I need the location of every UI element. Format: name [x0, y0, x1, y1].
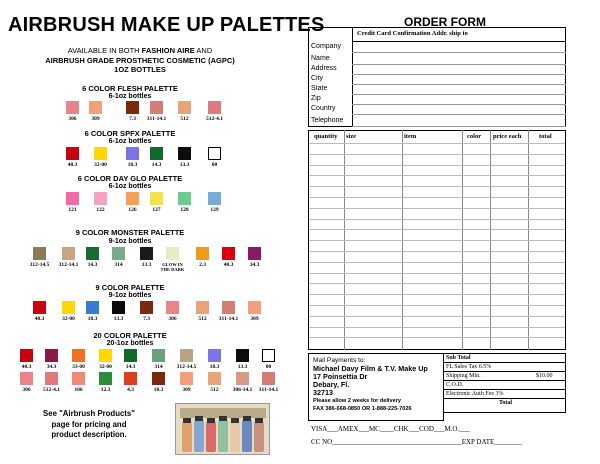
order-form-title: ORDER FORM: [404, 15, 486, 29]
color-swatch: [94, 192, 107, 205]
color-swatch: [178, 147, 191, 160]
swatch-label: 34.3: [249, 262, 260, 268]
subtotal-row[interactable]: [444, 354, 565, 363]
swatch-label: 00: [211, 162, 218, 168]
swatch-label: 312-14.1: [58, 262, 79, 268]
swatch-label: 40.3: [21, 364, 32, 370]
page-title: AIRBRUSH MAKE UP PALETTES: [8, 14, 325, 36]
table-row[interactable]: [309, 186, 565, 187]
color-swatch: [262, 372, 275, 385]
color-swatch: [248, 301, 261, 314]
table-row[interactable]: [309, 197, 565, 198]
swatch-label: 40.3: [67, 162, 78, 168]
swatch-label: 126: [128, 207, 137, 213]
table-row[interactable]: [309, 175, 565, 176]
swatch-label: 13.3: [141, 262, 152, 268]
palette-bottles: 20-1oz bottles: [106, 340, 154, 347]
swatch-label: 2.3: [199, 262, 206, 268]
palette-title: 6 COLOR DAY GLO PALETTE: [77, 174, 183, 183]
field-label-state: State: [311, 85, 328, 92]
color-swatch: [248, 247, 261, 260]
column-header: size: [346, 133, 357, 140]
bottles-image: [176, 404, 270, 455]
field-label-company: Company: [311, 43, 341, 50]
table-row[interactable]: [309, 251, 565, 252]
swatch-label: 314: [154, 364, 163, 370]
total-label: Total: [498, 400, 513, 406]
swatch-label: 122: [96, 207, 105, 213]
table-row[interactable]: [309, 305, 565, 306]
swatch-label: 512: [180, 116, 189, 122]
see-note-line3: product description.: [51, 430, 127, 439]
availability-note: [20, 46, 260, 75]
swatch-label: 33-00: [72, 364, 85, 370]
shipping-row[interactable]: [444, 372, 565, 381]
subtotal-label: Sub Total: [446, 355, 471, 361]
color-swatch: [152, 372, 165, 385]
color-swatch: [45, 349, 58, 362]
avail-line1-post: AND: [194, 46, 213, 55]
color-swatch: [33, 247, 46, 260]
address-box: [308, 27, 566, 127]
swatch-label: 12.3: [100, 387, 111, 393]
swatch-label: 18.3: [127, 162, 138, 168]
field-input-state[interactable]: [352, 94, 566, 95]
swatch-label: 311-14.1: [258, 387, 279, 393]
table-row[interactable]: [309, 143, 565, 144]
swatch-label: 13.3: [237, 364, 248, 370]
color-swatch: [150, 147, 163, 160]
palette-title: 9 COLOR PALETTE: [95, 283, 165, 292]
color-swatch: [208, 192, 221, 205]
swatch-label: 314: [114, 262, 123, 268]
totals-box: [443, 353, 566, 413]
palette-title: 6 COLOR FLESH PALETTE: [82, 84, 178, 93]
swatch-label: 34.3: [46, 364, 57, 370]
shipping-amount: $10.00: [536, 373, 553, 379]
color-swatch: [196, 301, 209, 314]
table-row[interactable]: [309, 229, 565, 230]
field-label-address: Address: [311, 65, 337, 72]
color-swatch: [222, 247, 235, 260]
swatch-label: 18.3: [209, 364, 220, 370]
swatch-label: 311-14.1: [146, 116, 167, 122]
swatch-label: 306-14.1: [232, 387, 253, 393]
avail-line3: 1OZ BOTTLES: [114, 65, 166, 74]
table-row[interactable]: [309, 208, 565, 209]
table-row[interactable]: [309, 327, 565, 328]
see-note-line2: page for pricing and: [51, 419, 127, 429]
field-input-address[interactable]: [352, 74, 566, 75]
table-row[interactable]: [309, 262, 565, 263]
mail-fax: FAX 386-668-0850 OR 1-888-225-7026: [313, 406, 412, 412]
color-swatch: [236, 372, 249, 385]
color-swatch: [150, 192, 163, 205]
see-note-line1: See "Airbrush Products": [43, 409, 135, 418]
swatch-label: 10.3: [153, 387, 164, 393]
color-swatch: [72, 349, 85, 362]
table-row[interactable]: [309, 283, 565, 284]
swatch-label: 106: [74, 387, 83, 393]
color-swatch: [208, 349, 221, 362]
table-row[interactable]: [309, 165, 565, 166]
avail-line2: AIRBRUSH GRADE PROSTHETIC COSMETIC (AGPC): [45, 55, 235, 65]
column-header: quantity: [314, 133, 338, 140]
color-swatch: [178, 192, 191, 205]
swatch-label: 13.3: [113, 316, 124, 322]
swatch-label: 40.3: [34, 316, 45, 322]
cc-confirmation-header: Credit Card Confirmation Addr. ship to: [352, 27, 566, 42]
swatch-label: 309: [91, 116, 100, 122]
field-input-company[interactable]: [352, 52, 566, 53]
see-products-note: [24, 409, 154, 441]
swatch-label: 32-00: [62, 316, 75, 322]
color-swatch: [140, 301, 153, 314]
field-label-name: Name: [311, 55, 330, 62]
table-row[interactable]: [309, 273, 565, 274]
color-swatch: [99, 372, 112, 385]
cc-number-line[interactable]: CC NO_____________________________________EXP DATE________: [311, 438, 523, 446]
color-swatch: [196, 247, 209, 260]
field-input-zip[interactable]: [352, 104, 566, 105]
color-swatch: [166, 247, 179, 260]
color-swatch: [126, 101, 139, 114]
color-swatch: [166, 301, 179, 314]
color-swatch: [62, 301, 75, 314]
color-swatch: [20, 349, 33, 362]
electronic-fee-row[interactable]: [444, 390, 565, 399]
color-swatch: [66, 101, 79, 114]
avail-line1-pre: AVAILABLE IN BOTH: [67, 46, 142, 55]
color-swatch: [124, 372, 137, 385]
color-swatch: [72, 372, 85, 385]
swatch-label: 40.3: [223, 262, 234, 268]
color-swatch: [112, 301, 125, 314]
swatch-label: 512: [198, 316, 207, 322]
color-swatch: [86, 301, 99, 314]
table-row[interactable]: [309, 337, 565, 338]
product-photo: [175, 403, 270, 455]
swatch-label: 4.3: [127, 387, 134, 393]
palette-title: 20 COLOR PALETTE: [93, 331, 167, 340]
cod-row[interactable]: [444, 381, 565, 390]
palette-title: 9 COLOR MONSTER PALETTE: [75, 228, 185, 237]
palette-bottles: 9-1oz bottles: [108, 292, 152, 299]
color-swatch: [20, 372, 33, 385]
cod-label: C.O.D.: [446, 382, 464, 388]
palette-bottles: 6-1oz bottles: [108, 93, 152, 100]
swatch-label: 32-00: [99, 364, 112, 370]
color-swatch: [66, 192, 79, 205]
color-swatch: [94, 147, 107, 160]
shipping-label: Shipping Min.: [446, 373, 481, 379]
color-swatch: [62, 247, 75, 260]
table-row[interactable]: [309, 219, 565, 220]
color-swatch: [99, 349, 112, 362]
column-header: item: [404, 133, 417, 140]
swatch-label: 00: [265, 364, 272, 370]
field-input-country[interactable]: [352, 114, 566, 115]
color-swatch: [66, 147, 79, 160]
mail-heading: Mail Payments to:: [313, 357, 366, 364]
swatch-label: 129: [210, 207, 219, 213]
swatch-label: 14.3: [151, 162, 162, 168]
field-label-country: Country: [311, 105, 336, 112]
palette-bottles: 6-1oz bottles: [108, 138, 152, 145]
color-swatch: [152, 349, 165, 362]
color-swatch: [208, 147, 221, 160]
field-input-city[interactable]: [352, 84, 566, 85]
field-label-city: City: [311, 75, 324, 82]
field-label-telephone: Telephone: [311, 117, 344, 124]
swatch-label: 306: [22, 387, 31, 393]
swatch-label: 14.3: [87, 262, 98, 268]
color-swatch: [178, 101, 191, 114]
swatch-label: 512-4.1: [206, 116, 223, 122]
swatch-label: 128: [180, 207, 189, 213]
mail-note: Please allow 2 weeks for delivery: [313, 398, 401, 404]
mail-company: Michael Davy Film & T.V. Make Up: [313, 364, 428, 373]
palette-title: 6 COLOR SPFX PALETTE: [84, 129, 176, 138]
swatch-label: 13.3: [179, 162, 190, 168]
color-swatch: [180, 372, 193, 385]
mail-street: 17 Poinsettia Dr: [313, 372, 368, 381]
payment-methods[interactable]: VISA___AMEX___MC____CHK___COD___M.O.___: [311, 425, 470, 433]
swatch-label: 7.3: [143, 316, 150, 322]
color-swatch: [45, 372, 58, 385]
swatch-label: 32-00: [94, 162, 107, 168]
mail-payments-box: [308, 353, 444, 421]
color-swatch: [208, 372, 221, 385]
swatch-label: 309: [250, 316, 259, 322]
color-swatch: [33, 301, 46, 314]
tax-row[interactable]: [444, 363, 565, 372]
color-swatch: [208, 101, 221, 114]
color-swatch: [112, 247, 125, 260]
swatch-label: 311-14.1: [218, 316, 239, 322]
color-swatch: [236, 349, 249, 362]
field-input-name[interactable]: [352, 64, 566, 65]
table-row[interactable]: [309, 240, 565, 241]
swatch-label: 306: [68, 116, 77, 122]
table-row[interactable]: [309, 316, 565, 317]
field-label-zip: Zip: [311, 95, 321, 102]
palette-bottles: 9-1oz bottles: [108, 238, 152, 245]
color-swatch: [262, 349, 275, 362]
swatch-label: 127: [152, 207, 161, 213]
table-row[interactable]: [309, 294, 565, 295]
swatch-label: 512: [210, 387, 219, 393]
swatch-label: 7.3: [129, 116, 136, 122]
swatch-label: 309: [182, 387, 191, 393]
avail-line1-bold: FASHION AIRE: [141, 46, 195, 55]
column-header: color: [467, 133, 482, 140]
palette-bottles: 6-1oz bottles: [108, 183, 152, 190]
electronic-fee-label: Electronic Auth Fee 3%: [446, 391, 504, 397]
color-swatch: [124, 349, 137, 362]
swatch-label: 121: [68, 207, 77, 213]
swatch-label: 512-4.1: [43, 387, 60, 393]
mail-city: Debary, Fl.: [313, 380, 350, 389]
color-swatch: [140, 247, 153, 260]
color-swatch: [126, 192, 139, 205]
swatch-label: 14.3: [125, 364, 136, 370]
total-row[interactable]: [444, 399, 565, 408]
color-swatch: [150, 101, 163, 114]
swatch-label: 312-14.5: [176, 364, 197, 370]
color-swatch: [86, 247, 99, 260]
column-header: total: [539, 133, 552, 140]
color-swatch: [180, 349, 193, 362]
swatch-label: 18.3: [87, 316, 98, 322]
swatch-label: 306: [168, 316, 177, 322]
column-header: price each: [493, 133, 522, 140]
color-swatch: [222, 301, 235, 314]
tax-label: FL Sales Tax 6.5%: [446, 364, 492, 370]
table-row[interactable]: [309, 154, 565, 155]
swatch-label: 312-14.5: [29, 262, 50, 268]
color-swatch: [89, 101, 102, 114]
field-input-telephone[interactable]: [352, 126, 566, 127]
mail-zip: 32713: [313, 388, 333, 397]
swatch-label: GLOW IN THE DARK: [160, 262, 185, 272]
color-swatch: [126, 147, 139, 160]
